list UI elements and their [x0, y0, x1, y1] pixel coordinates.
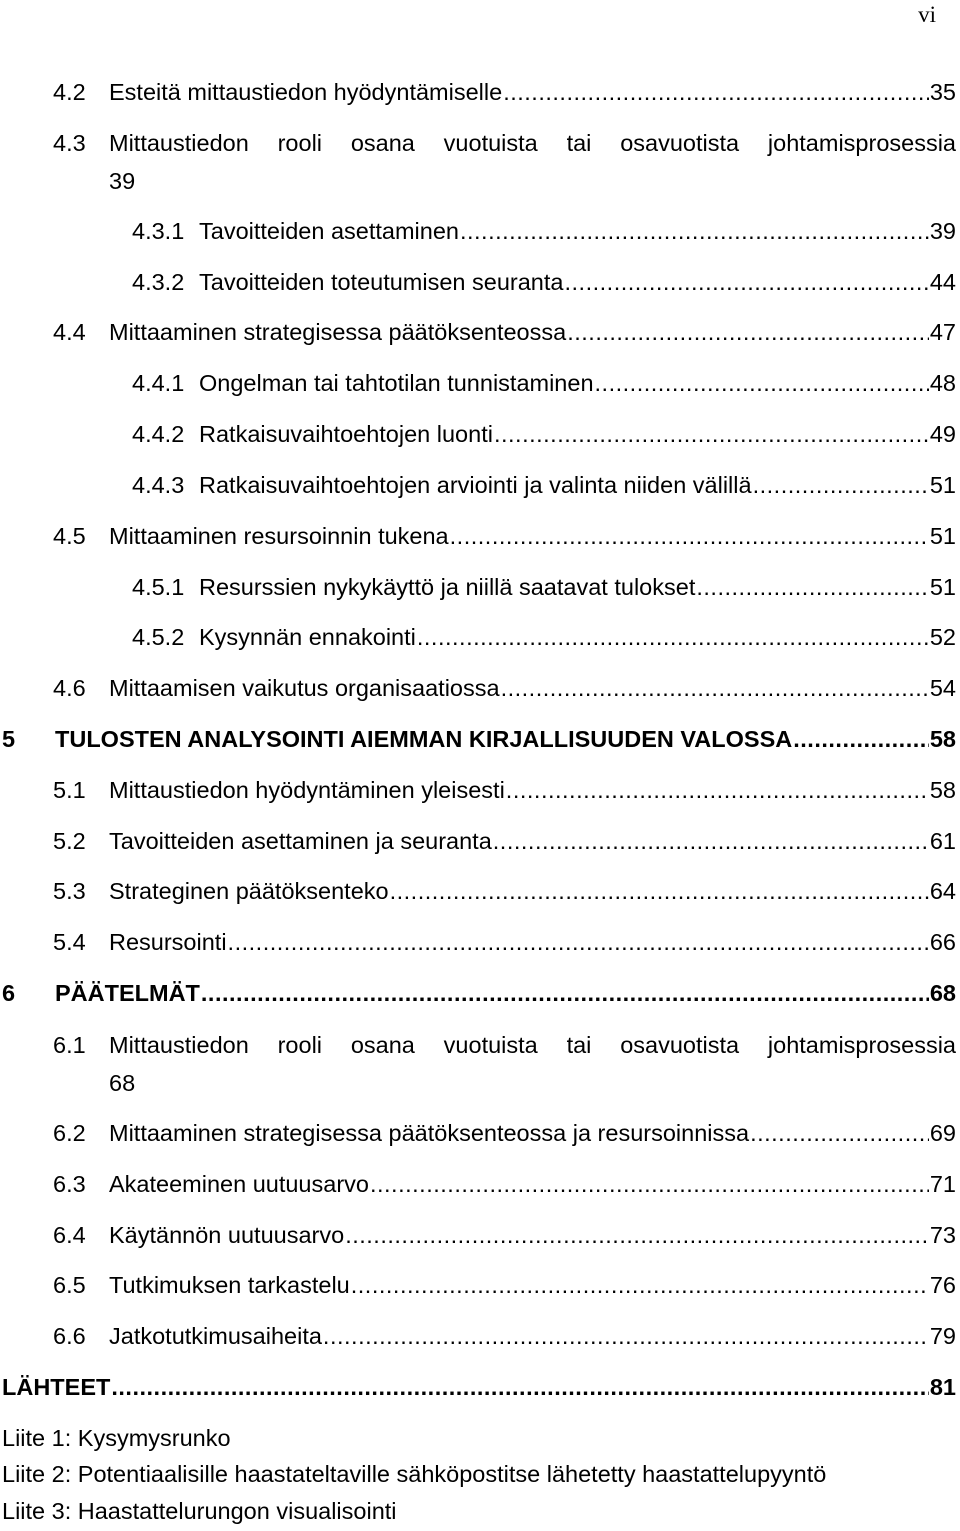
toc-entry-number: 6.2: [53, 1120, 86, 1146]
toc-entry-title: Esteitä mittaustiedon hyödyntämiselle: [109, 79, 503, 105]
toc-entry-title: LÄHTEET: [2, 1374, 111, 1400]
toc-entry-page: 66: [929, 929, 956, 955]
toc-entry-title: Resursointi: [109, 929, 227, 955]
toc-entry-title: Akateeminen uutuusarvo: [109, 1171, 369, 1197]
dot-leader: [450, 522, 929, 550]
toc-entry: [132, 217, 956, 245]
toc-entry-page: 58: [929, 726, 956, 752]
appendix-item: Liite 3: Haastattelurungon visualisointi: [2, 1498, 397, 1524]
toc-entry: [53, 928, 956, 956]
toc-entry-title: Mittaustiedon hyödyntäminen yleisesti: [109, 777, 505, 803]
toc-entry-number: 6.4: [53, 1222, 86, 1248]
toc-entry-title: Strateginen päätöksenteko: [109, 878, 389, 904]
toc-entry-number: 5.1: [53, 777, 86, 803]
dot-leader: [564, 268, 928, 296]
toc-entry: [53, 318, 956, 346]
toc-entry: [132, 268, 956, 296]
toc-entry-page: 52: [929, 624, 956, 650]
toc-entry-page: 79: [929, 1323, 956, 1349]
toc-entry-page: 49: [929, 421, 956, 447]
toc-entry-title: Ongelman tai tahtotilan tunnistaminen: [199, 370, 594, 396]
dot-leader: [503, 78, 929, 106]
dot-leader: [351, 1271, 929, 1299]
toc-entry-number: 4.5: [53, 523, 86, 549]
toc-entry-page: 64: [929, 878, 956, 904]
toc-entry-number: 6.6: [53, 1323, 86, 1349]
toc-entry-page: 51: [929, 472, 956, 498]
toc-entry-number: 6: [2, 980, 16, 1006]
toc-entry-page: 39: [109, 168, 136, 194]
toc-entry-number: 5.3: [53, 878, 86, 904]
toc-entry-title: Käytännön uutuusarvo: [109, 1222, 345, 1248]
toc-entry-page: 76: [929, 1272, 956, 1298]
toc-entry-page: 81: [929, 1374, 956, 1400]
dot-leader: [111, 1373, 929, 1401]
toc-entry-page: 68: [109, 1070, 136, 1096]
toc-entry-page: 61: [929, 828, 956, 854]
dot-leader: [750, 1119, 929, 1147]
toc-entry-page: 51: [929, 574, 956, 600]
toc-entry-page: 58: [929, 777, 956, 803]
dot-leader: [417, 623, 929, 651]
toc-entry: [132, 471, 956, 499]
toc-entry: [2, 979, 956, 1007]
toc-entry-title: Resurssien nykykäyttö ja niillä saatavat tulokset: [199, 574, 696, 600]
dot-leader: [390, 877, 929, 905]
toc-entry-page: 51: [929, 523, 956, 549]
toc-entry: [2, 1373, 956, 1401]
toc-entry-title: Ratkaisuvaihtoehtojen arviointi ja valinta niiden välillä: [199, 472, 752, 498]
toc-entry-number: 4.4.3: [132, 472, 185, 498]
toc-entry: [53, 776, 956, 804]
toc-entry-page: 48: [929, 370, 956, 396]
toc-entry-page: 47: [929, 319, 956, 345]
toc-entry-page: 71: [929, 1171, 956, 1197]
toc-entry-title: Jatkotutkimusaiheita: [109, 1323, 322, 1349]
toc-entry: [132, 623, 956, 651]
toc-entry-page: 44: [929, 269, 956, 295]
toc-entry-title: Mittaustiedon rooli osana vuotuista tai osavuotista johtamisprosessia: [109, 1032, 956, 1058]
toc-entry-number: 5: [2, 726, 16, 752]
dot-leader: [460, 217, 929, 245]
toc-entry: [53, 78, 956, 106]
toc-entry-title: Mittaaminen strategisessa päätöksenteossa: [109, 319, 567, 345]
toc-entry-number: 4.4.2: [132, 421, 185, 447]
dot-leader: [345, 1221, 929, 1249]
toc-entry-number: 4.3.1: [132, 218, 185, 244]
toc-entry-title: Mittaaminen strategisessa päätöksenteossa ja resursoinnissa: [109, 1120, 750, 1146]
toc-entry-number: 4.3.2: [132, 269, 185, 295]
toc-entry: [53, 1322, 956, 1350]
toc-entry: [53, 124, 956, 200]
toc-entry-number: 4.3: [53, 130, 86, 156]
toc-entry-title: PÄÄTELMÄT: [55, 980, 200, 1006]
toc-entry-title: Kysynnän ennakointi: [199, 624, 416, 650]
toc-entry-title: Mittaaminen resursoinnin tukena: [109, 523, 449, 549]
toc-entry: [53, 1119, 956, 1147]
toc-entry: [132, 573, 956, 601]
toc-entry-number: 4.4.1: [132, 370, 185, 396]
toc-entry: [53, 1170, 956, 1198]
toc-entry-page: 73: [929, 1222, 956, 1248]
toc-entry-title: Ratkaisuvaihtoehtojen luonti: [199, 421, 493, 447]
toc-entry-page: 39: [929, 218, 956, 244]
appendix-item: Liite 1: Kysymysrunko: [2, 1425, 231, 1451]
dot-leader: [793, 725, 929, 753]
toc-entry-number: 6.5: [53, 1272, 86, 1298]
toc-entry-title: Tavoitteiden asettaminen: [199, 218, 459, 244]
dot-leader: [506, 776, 929, 804]
toc-entry: [53, 1271, 956, 1299]
toc-entry-number: 4.5.1: [132, 574, 185, 600]
dot-leader: [493, 827, 929, 855]
toc-entry-number: 4.2: [53, 79, 86, 105]
page-number: vi: [918, 2, 936, 27]
toc-entry-title: Tavoitteiden toteutumisen seuranta: [199, 269, 564, 295]
toc-entry: [2, 725, 956, 753]
dot-leader: [201, 979, 929, 1007]
toc-entry-number: 4.4: [53, 319, 86, 345]
appendix-item: Liite 2: Potentiaalisille haastateltaville sähköpostitse lähetetty haastattelupyyntö: [2, 1461, 827, 1487]
toc-entry-number: 4.5.2: [132, 624, 185, 650]
toc-entry: [132, 420, 956, 448]
toc-entry-number: 6.3: [53, 1171, 86, 1197]
toc-entry: [53, 1026, 956, 1102]
toc-entry-title: Mittaustiedon rooli osana vuotuista tai osavuotista johtamisprosessia: [109, 130, 956, 156]
toc-entry: [53, 827, 956, 855]
dot-leader: [323, 1322, 929, 1350]
toc-entry-number: 5.4: [53, 929, 86, 955]
toc-entry-number: 6.1: [53, 1032, 86, 1058]
toc-entry-number: 4.6: [53, 675, 86, 701]
toc-entry: [132, 369, 956, 397]
dot-leader: [595, 369, 929, 397]
toc-entry-page: 35: [929, 79, 956, 105]
toc-entry-page: 54: [929, 675, 956, 701]
toc-entry-page: 68: [929, 980, 956, 1006]
toc-entry: [53, 877, 956, 905]
dot-leader: [753, 471, 929, 499]
dot-leader: [567, 318, 929, 346]
toc-entry: [53, 674, 956, 702]
toc-entry-page: 69: [929, 1120, 956, 1146]
toc-entry-title: Tutkimuksen tarkastelu: [109, 1272, 350, 1298]
dot-leader: [370, 1170, 929, 1198]
toc-entry: [53, 522, 956, 550]
toc-entry-title: Tavoitteiden asettaminen ja seuranta: [109, 828, 492, 854]
dot-leader: [501, 674, 929, 702]
dot-leader: [494, 420, 929, 448]
toc-entry: [53, 1221, 956, 1249]
dot-leader: [696, 573, 929, 601]
dot-leader: [228, 928, 929, 956]
toc-entry-number: 5.2: [53, 828, 86, 854]
toc-entry-title: Mittaamisen vaikutus organisaatiossa: [109, 675, 500, 701]
toc-entry-title: TULOSTEN ANALYSOINTI AIEMMAN KIRJALLISUUDEN VALOSSA: [55, 726, 793, 752]
